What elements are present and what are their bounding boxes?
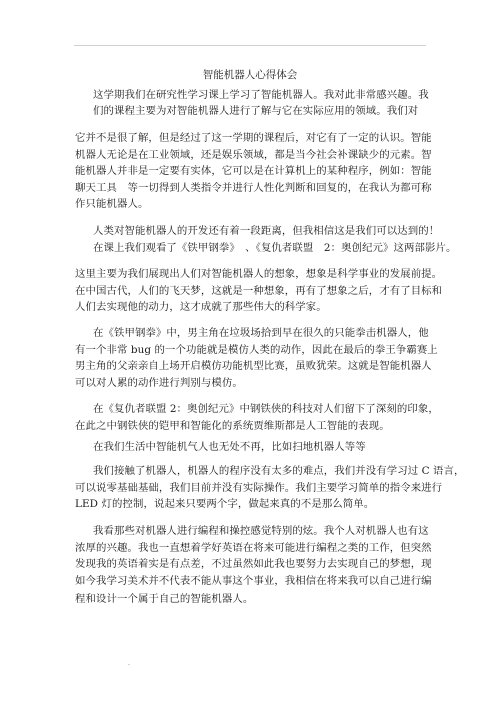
body-line: 可以对人累的动作进行判别与模仿。 (75, 377, 243, 389)
body-line: 聊天工具 等一切得到人类指令并进行人性化判断和回复的，在我认为都可称 (75, 182, 432, 194)
body-line: LED 灯的控制，说起来只要两个字，做起来真的不是那么简单。 (75, 498, 375, 510)
body-line: 能机器人并非是一定要有实体，它可以是在计算机上的某种程序，例如：智能 (75, 165, 432, 177)
body-line: 男主角的父亲亲自上场开启模仿功能机型比赛，虽败犹荣。这就是智能机器人 (75, 360, 432, 372)
body-line: 人类对智能机器人的开发还有着一段距离，但我相信这是我们可以达到的！ (93, 225, 440, 237)
body-line: 有一个非常 bug 的一个功能就是模仿人类的动作，因此在最后的拳王争霸赛上 (75, 344, 438, 356)
body-line: 它并不是很了解，但是经过了这一学期的课程后，对它有了一定的认识。智能 (75, 132, 432, 144)
body-line: 这学期我们在研究性学习课上学习了智能机器人。我对此非常感兴趣。我 (93, 89, 429, 101)
body-line: 机器人无论是在工业领域，还是娱乐领域，都是当今社会补课缺少的元素。智 (75, 149, 432, 161)
body-line: 作只能机器人。 (75, 198, 149, 210)
body-line: 在《铁甲钢拳》中，男主角在垃圾场拾到早在很久的只能拳击机器人，他 (93, 327, 429, 339)
document-title: 智能机器人心得体会 (202, 69, 298, 81)
body-line: 在中国古代，人们的飞天梦，这就是一种想象，再有了想象之后，才有了目标和 (75, 285, 443, 297)
body-line: 如今我学习美术并不代表不能从事这个事业，我相信在将来我可以自己进行编 (75, 575, 432, 587)
body-line: 浓厚的兴趣。我也一直想着学好英语在将来可能进行编程之类的工作，但突然 (75, 542, 432, 554)
body-line: 们的课程主要为对智能机器人进行了解与它在实际应用的领域。我们对 (93, 105, 419, 117)
header-rule (74, 45, 426, 46)
body-line: 在我们生活中智能机气人也无处不再，比如扫地机器人等等 (93, 441, 366, 453)
body-line: 我看那些对机器人进行编程和操控感觉特别的炫。我个人对机器人也有这 (93, 525, 429, 537)
body-line: 发现我的英语着实是有点差，不过虽然如此我也要努力去实现自己的梦想，现 (75, 558, 432, 570)
body-line: 我们接触了机器人，机器人的程序没有太多的难点，我们并没有学习过 C 语言， (93, 465, 465, 477)
body-line: 在此之中钢铁侠的铠甲和智能化的系统贾维斯都是人工智能的表现。 (75, 420, 390, 432)
body-line: 在《复仇者联盟 2：奥创纪元》中钢铁侠的科技对人们留下了深刻的印象， (93, 403, 439, 415)
body-line: 人们去实现他的动力，这才成就了那些伟大的科学家。 (75, 301, 327, 313)
body-line: 可以说零基础基础，我们目前并没有实际操作。我们主要学习简单的指令来进行 (75, 482, 443, 494)
footer-dot: . (128, 660, 130, 667)
body-line: 程和设计一个属于自己的智能机器人。 (75, 593, 254, 605)
body-line: 在课上我们观看了《铁甲钢拳》 、《复仇者联盟 2：奥创纪元》这两部影片。 (93, 242, 457, 254)
body-line: 这里主要为我们展现出人们对智能机器人的想象，想象是科学事业的发展前提。 (75, 268, 443, 280)
